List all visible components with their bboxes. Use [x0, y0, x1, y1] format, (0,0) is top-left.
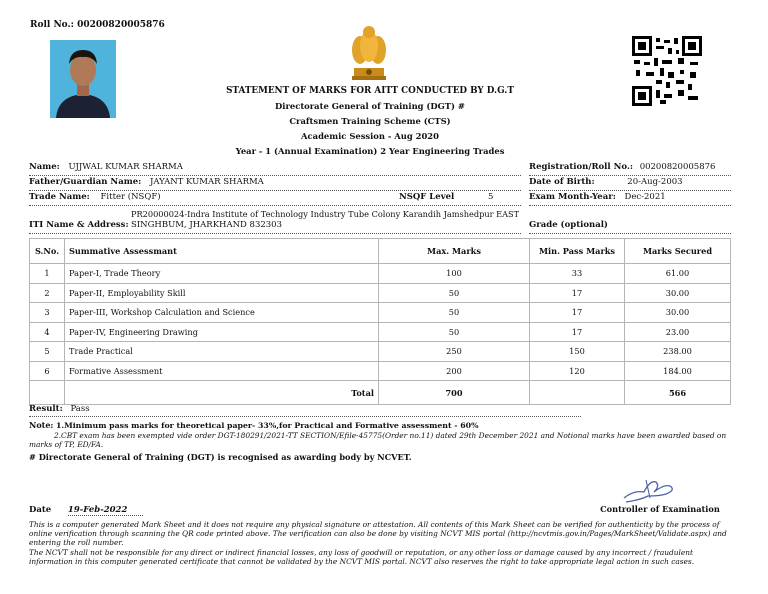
secured-marks-cell: 238.00	[625, 342, 731, 362]
note-pass-marks: 1.Minimum pass marks for theoretical paper- 33%,for Practical and Formative assessment - 60%	[55, 421, 479, 430]
dob-row	[529, 177, 731, 191]
iti-address-line1: PR20000024-Indra Institute of Technology Industry Tube Colony Karandih Jamshedpur EAST	[131, 209, 520, 219]
result-value: Pass	[70, 404, 90, 414]
column-header: Marks Secured	[625, 239, 731, 264]
trade-label: Trade Name:	[29, 192, 90, 202]
min-marks-cell: 33	[530, 264, 625, 284]
subject-cell: Paper-IV, Engineering Drawing	[65, 322, 379, 342]
exam-month-year: Dec-2021	[624, 192, 666, 202]
exam-label: Exam Month-Year:	[529, 192, 616, 202]
total-max-marks: 700	[379, 381, 530, 405]
verification-qr-code[interactable]	[632, 36, 702, 106]
table-header-row	[30, 239, 731, 264]
session-line: Academic Session - Aug 2020	[301, 131, 439, 141]
min-marks-cell: 150	[530, 342, 625, 362]
total-row	[30, 381, 731, 405]
candidate-name: UJJWAL KUMAR SHARMA	[68, 162, 183, 172]
column-header: Summative Assessmant	[65, 239, 379, 264]
min-marks-cell: 17	[530, 303, 625, 323]
registration-row	[529, 162, 731, 176]
subject-cell: Paper-I, Trade Theory	[65, 264, 379, 284]
subject-cell: Trade Practical	[65, 342, 379, 362]
controller-title: Controller of Examination	[600, 504, 720, 514]
disclaimer-verification: This is a computer generated Mark Sheet and it does not require any physical signature or attestation. All contents of this Mark Sheet can be verified for authenticity by the process of online verification through scanning the QR code printed above. The verification can also be done by visiting NCVT MIS portal (http://ncvtmis.gov.in/Pages/MarkSheet/Validate.aspx) and entering the roll number.	[29, 520, 727, 547]
max-marks-cell: 250	[379, 342, 530, 362]
column-header: S.No.	[30, 239, 65, 264]
max-marks-cell: 50	[379, 283, 530, 303]
exam-row	[529, 192, 731, 206]
date-of-birth: 20-Aug-2003	[627, 177, 683, 187]
table-row	[30, 283, 731, 303]
serial-cell: 2	[30, 283, 65, 303]
max-marks-cell: 200	[379, 361, 530, 381]
father-name: JAYANT KUMAR SHARMA	[149, 177, 264, 187]
serial-cell: 1	[30, 264, 65, 284]
registration-number: 00200820005876	[639, 162, 716, 172]
total-secured-marks: 566	[625, 381, 731, 405]
table-row	[30, 303, 731, 323]
serial-cell: 5	[30, 342, 65, 362]
secured-marks-cell: 23.00	[625, 322, 731, 342]
iti-address-line2: SINGHBUM, JHARKHAND 832303	[131, 220, 282, 230]
min-marks-cell: 17	[530, 283, 625, 303]
total-min-blank	[530, 381, 625, 405]
candidate-photo	[50, 40, 116, 118]
directorate-line: Directorate General of Training (DGT) #	[275, 101, 465, 111]
secured-marks-cell: 30.00	[625, 283, 731, 303]
scheme-line: Craftsmen Training Scheme (CTS)	[289, 116, 451, 126]
national-emblem-icon	[346, 20, 392, 82]
max-marks-cell: 50	[379, 303, 530, 323]
grade-row	[529, 220, 731, 234]
disclaimer-liability: The NCVT shall not be responsible for any direct or indirect financial losses, any loss of goodwill or reputation, or any other loss or damage caused by any incorrect / fraudulent information in this computer generated certificate that cannot be validated by the NCVT MIS portal. NCVT also reserves the right to take appropriate legal action in such cases.	[29, 548, 695, 566]
notes-block	[29, 420, 729, 430]
min-marks-cell: 17	[530, 322, 625, 342]
name-label: Name:	[29, 162, 60, 172]
statement-title: STATEMENT OF MARKS FOR AITT CONDUCTED BY D.G.T	[226, 86, 514, 96]
date-label: Date	[29, 505, 52, 515]
father-row	[29, 177, 521, 191]
table-row	[30, 342, 731, 362]
column-header: Min. Pass Marks	[530, 239, 625, 264]
registration-label: Registration/Roll No.:	[529, 162, 633, 172]
trade-row	[29, 192, 521, 206]
controller-signature	[620, 472, 684, 504]
secured-marks-cell: 184.00	[625, 361, 731, 381]
total-label: Total	[65, 381, 379, 405]
max-marks-cell: 50	[379, 322, 530, 342]
serial-cell: 4	[30, 322, 65, 342]
subject-cell: Paper-III, Workshop Calculation and Science	[65, 303, 379, 323]
trade-name: Fitter (NSQF)	[100, 192, 161, 202]
table-row	[30, 264, 731, 284]
min-marks-cell: 120	[530, 361, 625, 381]
name-row	[29, 162, 521, 176]
subject-cell: Formative Assessment	[65, 361, 379, 381]
iti-label: ITI Name & Address:	[29, 220, 129, 230]
marks-table	[29, 238, 731, 405]
secured-marks-cell: 61.00	[625, 264, 731, 284]
roll-number-header: Roll No.: 00200820005876	[30, 20, 165, 30]
note-cbt-exemption: 2.CBT exam has been exempted vide order DGT-180291/2021-TT SECTION/Efile-45775(Order no.11) dated 29th December 2021 and Notional marks have been awarded based on	[54, 431, 727, 440]
note-cbt-exemption-cont: marks of TP, ED/FA.	[29, 440, 104, 449]
table-row	[30, 361, 731, 381]
iti-row	[29, 220, 521, 234]
subject-cell: Paper-II, Employability Skill	[65, 283, 379, 303]
nsqf-level: 5	[488, 192, 494, 202]
secured-marks-cell: 30.00	[625, 303, 731, 323]
result-label: Result:	[29, 404, 63, 414]
dob-label: Date of Birth:	[529, 177, 595, 187]
year-line: Year - 1 (Annual Examination) 2 Year Engineering Trades	[235, 146, 505, 156]
total-blank-cell	[30, 381, 65, 405]
father-label: Father/Guardian Name:	[29, 177, 142, 187]
result-row	[29, 404, 581, 417]
table-row	[30, 322, 731, 342]
issue-date: 19-Feb-2022	[68, 505, 143, 516]
nsqf-label: NSQF Level	[399, 192, 455, 202]
grade-label: Grade (optional)	[529, 220, 608, 230]
column-header: Max. Marks	[379, 239, 530, 264]
serial-cell: 3	[30, 303, 65, 323]
date-row	[29, 505, 189, 515]
note-label: Note:	[29, 420, 54, 430]
max-marks-cell: 100	[379, 264, 530, 284]
ncvet-recognition: # Directorate General of Training (DGT) is recognised as awarding body by NCVET.	[29, 452, 412, 462]
serial-cell: 6	[30, 361, 65, 381]
